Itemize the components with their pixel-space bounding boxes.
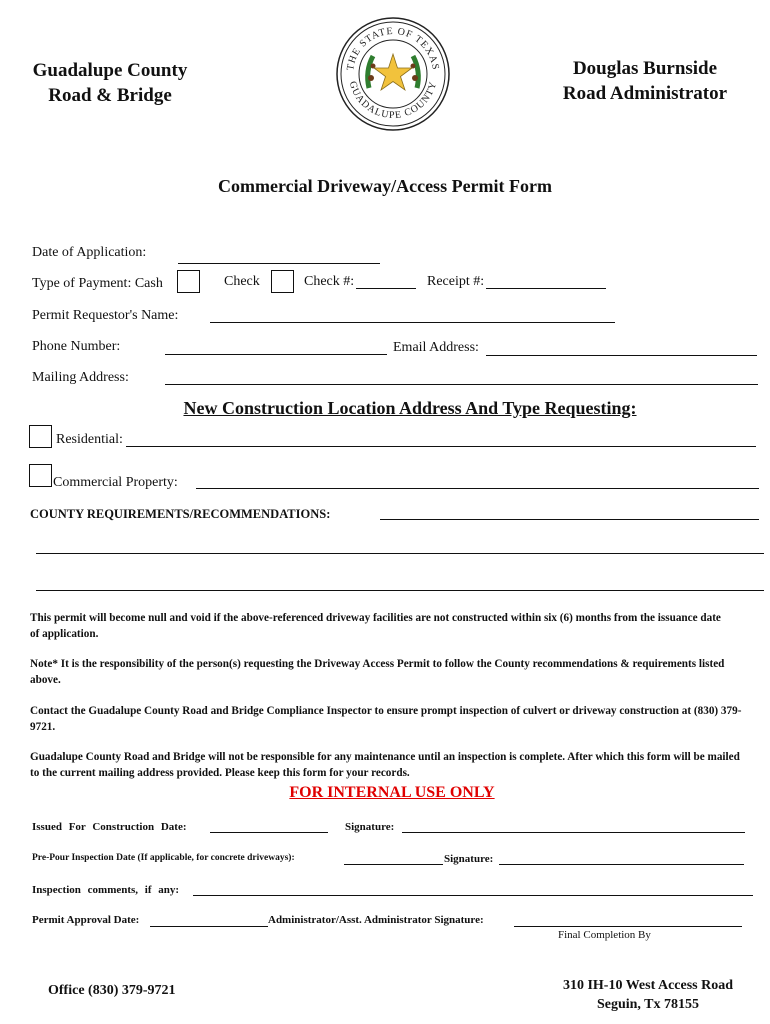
approval-date-label: Permit Approval Date: <box>32 914 140 926</box>
prepour-signature-label: Signature: <box>444 853 494 865</box>
county-requirements-line-3[interactable] <box>36 590 764 591</box>
prepour-date-label: Pre-Pour Inspection Date (If applicable, for concrete driveways): <box>32 853 295 863</box>
note-contact: Contact the Guadalupe County Road and Bridge Compliance Inspector to ensure prompt inspection of culvert or driveway construction at (830) 379-9721. <box>30 705 742 733</box>
form-title: Commercial Driveway/Access Permit Form <box>217 176 553 196</box>
address-line2: Seguin, Tx 78155 <box>596 997 700 1012</box>
agency-name <box>20 58 200 108</box>
issued-date-label: Issued For Construction Date: <box>32 821 187 833</box>
note-maintenance: Guadalupe County Road and Bridge will not be responsible for any maintenance until an inspection is complete. After which this form will be mailed to the current mailing address provided. Please keep this form for your records. <box>30 751 740 779</box>
address-line1: 310 IH-10 West Access Road <box>562 978 734 993</box>
county-requirements-label: COUNTY REQUIREMENTS/RECOMMENDATIONS: <box>30 507 331 521</box>
date-field[interactable] <box>178 263 380 264</box>
requestor-field[interactable] <box>210 322 615 323</box>
residential-checkbox[interactable] <box>29 425 52 448</box>
commercial-field[interactable] <box>196 488 759 489</box>
admin-signature-label: Administrator/Asst. Administrator Signature: <box>268 914 484 926</box>
prepour-date-field[interactable] <box>344 864 443 865</box>
receipt-label: Receipt #: <box>427 274 485 289</box>
section-title: New Construction Location Address And Type Requesting: <box>183 398 637 418</box>
check-checkbox[interactable] <box>271 270 294 293</box>
final-completion-label: Final Completion By <box>558 929 651 941</box>
administrator-title: Road Administrator <box>562 83 728 104</box>
requestor-label: Permit Requestor's Name: <box>32 308 179 323</box>
email-field[interactable] <box>486 355 757 356</box>
admin-signature-field[interactable] <box>514 926 742 927</box>
county-requirements-field[interactable] <box>380 519 759 520</box>
issued-signature-label: Signature: <box>345 821 395 833</box>
mailing-field[interactable] <box>165 384 758 385</box>
county-seal <box>335 16 451 132</box>
prepour-signature-field[interactable] <box>499 864 744 865</box>
office-address <box>548 976 748 1014</box>
approval-date-field[interactable] <box>150 926 268 927</box>
residential-field[interactable] <box>126 446 756 447</box>
administrator-name: Douglas Burnside <box>572 58 718 79</box>
internal-use-title: FOR INTERNAL USE ONLY <box>289 784 495 801</box>
issued-signature-field[interactable] <box>402 832 745 833</box>
mailing-label: Mailing Address: <box>32 370 129 385</box>
email-label: Email Address: <box>393 340 479 355</box>
agency-name-line2: Road & Bridge <box>48 85 172 106</box>
check-number-field[interactable] <box>356 288 416 289</box>
phone-label: Phone Number: <box>32 339 121 354</box>
commercial-checkbox[interactable] <box>29 464 52 487</box>
note-validity: This permit will become null and void if the above-referenced driveway facilities are not constructed within six (6) months from the issuance date of application. <box>30 612 721 640</box>
check-number-label: Check #: <box>304 274 355 289</box>
comments-field[interactable] <box>193 895 753 896</box>
seal-bottom-text: GUADALUPE COUNTY <box>346 80 440 122</box>
agency-name-line1: Guadalupe County <box>32 60 188 81</box>
office-phone: Office (830) 379-9721 <box>48 983 176 998</box>
date-label: Date of Application: <box>32 245 147 260</box>
seal-top-text: THE STATE OF TEXAS <box>345 25 441 72</box>
check-label: Check <box>224 274 260 289</box>
cash-checkbox[interactable] <box>177 270 200 293</box>
payment-label: Type of Payment: Cash <box>32 276 163 291</box>
county-requirements-line-2[interactable] <box>36 553 764 554</box>
issued-date-field[interactable] <box>210 832 328 833</box>
residential-label: Residential: <box>56 432 123 447</box>
administrator <box>545 56 745 106</box>
comments-label: Inspection comments, if any: <box>32 884 180 896</box>
commercial-label: Commercial Property: <box>53 475 178 490</box>
receipt-field[interactable] <box>486 288 606 289</box>
phone-field[interactable] <box>165 354 387 355</box>
note-responsibility: Note* It is the responsibility of the person(s) requesting the Driveway Access Permit to follow the County recommendations & requirements listed above. <box>30 658 725 686</box>
